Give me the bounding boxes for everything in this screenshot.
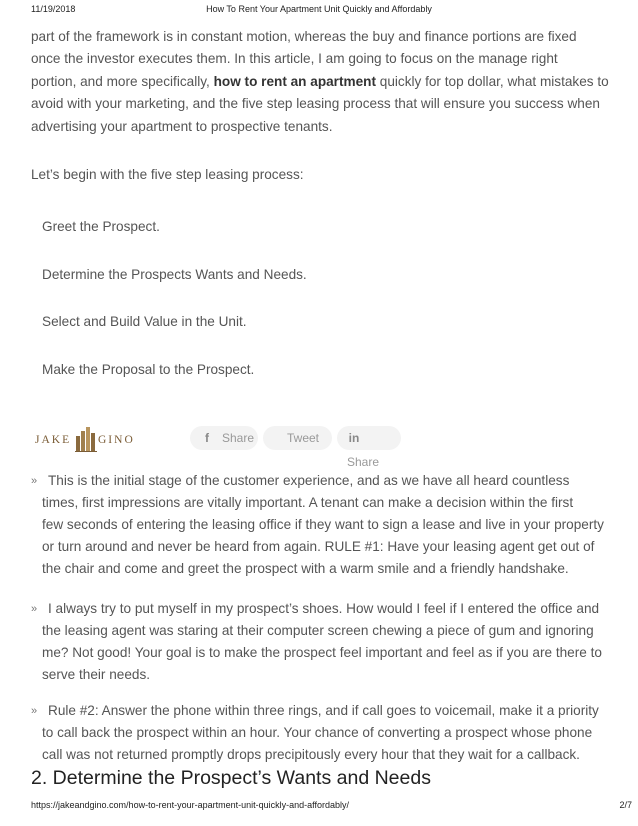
- intro-line: advertising your apartment to prospective tenants.: [31, 118, 333, 134]
- list-item-line: the leasing agent was staring at their computer screen chewing a piece of gum and ignoring: [42, 623, 594, 638]
- tweet-label: Tweet: [287, 431, 320, 445]
- print-title: How To Rent Your Apartment Unit Quickly and Affordably: [206, 4, 432, 14]
- list-item-text: [42, 700, 604, 766]
- leasing-steps-list: [42, 216, 307, 406]
- list-item-line: call was not returned promptly drops precipitously every hour that they wait for a callback.: [42, 747, 580, 762]
- list-item-text: [42, 470, 604, 580]
- list-item: [31, 598, 604, 700]
- lead-sentence: Let’s begin with the five step leasing process:: [31, 167, 304, 182]
- greeting-notes-list: [31, 470, 604, 766]
- list-item-text: [42, 598, 604, 686]
- intro-bold-keyword: how to rent an apartment: [213, 73, 376, 89]
- share-bar: [31, 424, 638, 469]
- bullet-marker: »: [31, 603, 38, 615]
- intro-text: quickly for top dollar, what mistakes to: [375, 73, 609, 89]
- list-item-line: Rule #2: Answer the phone within three rings, and if call goes to voicemail, make it a priority: [48, 703, 599, 718]
- list-item-line: serve their needs.: [42, 667, 151, 682]
- print-url: https://jakeandgino.com/how-to-rent-your-apartment-unit-quickly-and-affordably/: [31, 800, 349, 810]
- logo-word-left: JAKE: [35, 434, 72, 446]
- step-item: Determine the Prospects Wants and Needs.: [42, 266, 307, 282]
- intro-line: part of the framework is in constant motion, whereas the buy and finance portions are fixed: [31, 29, 577, 44]
- intro-text: portion, and more specifically,: [31, 73, 214, 89]
- linkedin-icon: in: [348, 431, 360, 445]
- step-item: Make the Proposal to the Prospect.: [42, 361, 255, 377]
- facebook-share-button[interactable]: [190, 426, 258, 450]
- step-item: Greet the Prospect.: [42, 219, 160, 234]
- page-number: 2/7: [619, 800, 632, 810]
- logo-word-right: GINO: [98, 434, 135, 446]
- jake-gino-logo[interactable]: [35, 426, 147, 452]
- section-heading: 2. Determine the Prospect’s Wants and Needs: [31, 767, 431, 789]
- intro-paragraph: [31, 26, 609, 138]
- list-item-line: me? Not good! Your goal is to make the prospect feel important and feel as if you are there to: [42, 645, 602, 660]
- list-item: [31, 470, 604, 598]
- facebook-icon: f: [205, 431, 209, 445]
- list-item-line: the chair and come and greet the prospect with a warm smile and a friendly handshake.: [42, 561, 569, 576]
- intro-line: [31, 71, 609, 93]
- list-item-line: This is the initial stage of the customer experience, and as we have all heard countless: [48, 473, 570, 488]
- list-item-line: few seconds of entering the leasing office if they want to sign a lease and live in your property: [42, 517, 604, 532]
- list-item-line: or turn around and never be heard from again. RULE #1: Have your leasing agent get out of: [42, 539, 595, 554]
- list-item-line: to call back the prospect within an hour. Your chance of converting a prospect whose phone: [42, 725, 593, 740]
- intro-line: avoid with your marketing, and the five step leasing process that will ensure you success when: [31, 96, 600, 112]
- list-item-line: I always try to put myself in my prospect’s shoes. How would I feel if I entered the office and: [48, 601, 600, 616]
- step-item: Select and Build Value in the Unit.: [42, 314, 247, 329]
- facebook-share-label: Share: [222, 431, 255, 445]
- bullet-marker: »: [31, 475, 38, 487]
- intro-line: once the investor executes them. In this article, I am going to focus on the manage right: [31, 51, 558, 67]
- linkedin-share-label: Share: [347, 455, 380, 469]
- list-item-line: times, first impressions are vitally important. A tenant can make a decision within the first: [42, 495, 574, 510]
- buildings-icon: [75, 426, 97, 452]
- list-item: [31, 700, 604, 766]
- print-date: 11/19/2018: [31, 4, 76, 14]
- bullet-marker: »: [31, 705, 38, 717]
- twitter-tweet-button[interactable]: [263, 426, 332, 450]
- linkedin-share-button[interactable]: [337, 426, 401, 469]
